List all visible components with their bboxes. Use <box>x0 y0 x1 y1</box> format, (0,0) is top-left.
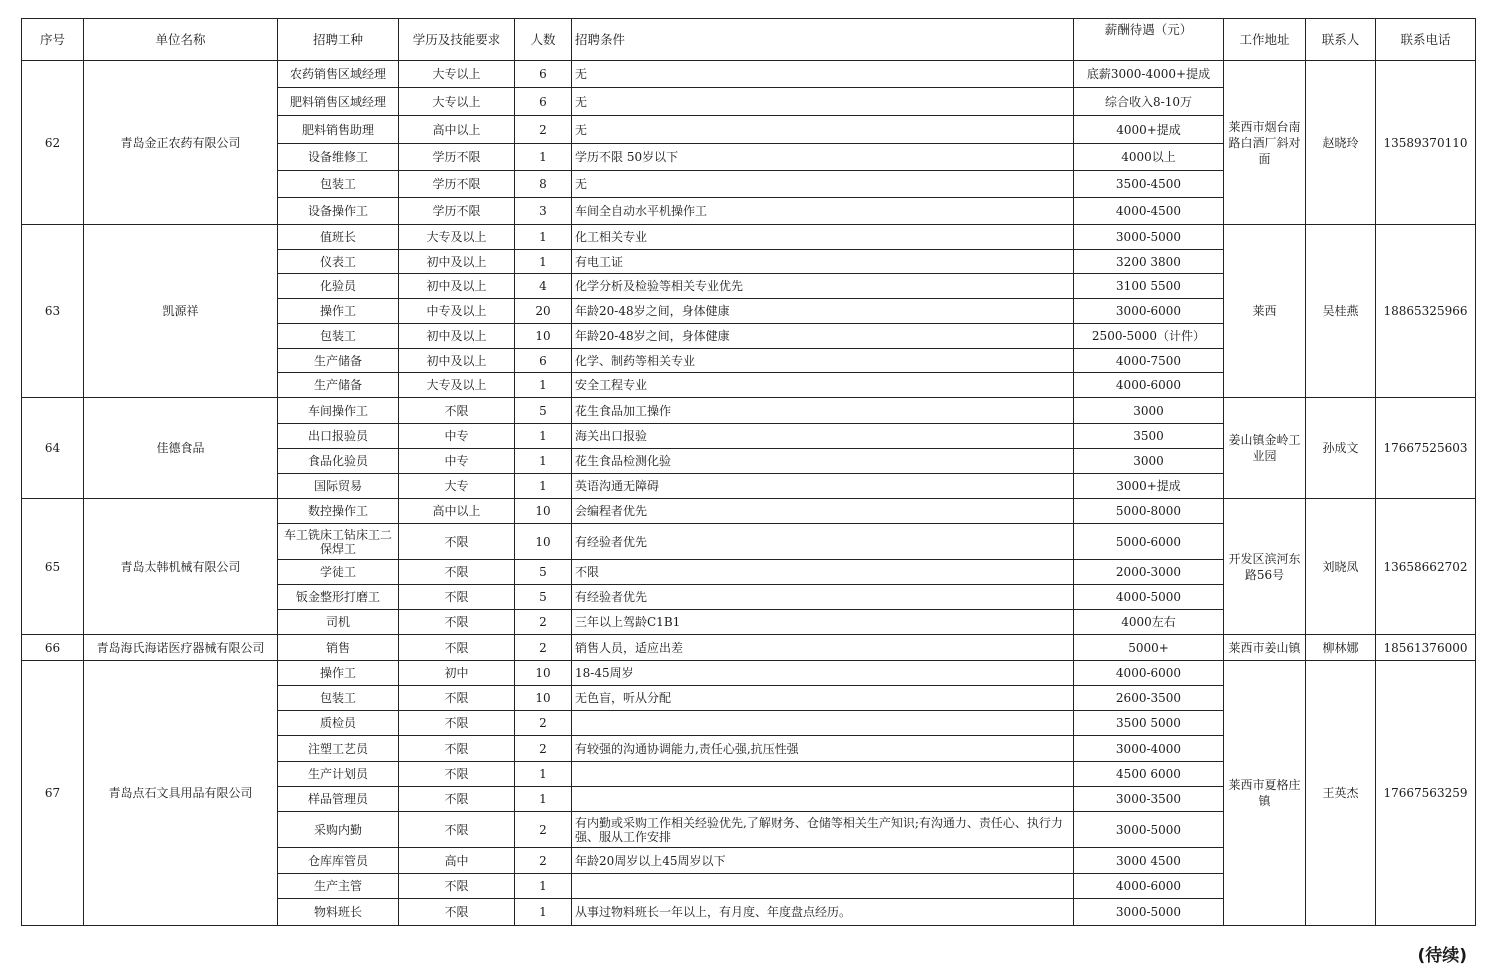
job-conditions: 无色盲，听从分配 <box>572 686 1074 711</box>
job-education: 不限 <box>399 812 515 848</box>
table-header-row <box>22 19 1476 61</box>
job-count: 1 <box>515 449 572 474</box>
job-count: 10 <box>515 499 572 524</box>
job-education: 不限 <box>399 560 515 585</box>
job-count: 1 <box>515 474 572 499</box>
job-title: 采购内勤 <box>278 812 399 848</box>
job-education: 初中 <box>399 661 515 686</box>
job-education: 大专及以上 <box>399 373 515 398</box>
table-row <box>22 499 1476 524</box>
header-contact: 联系人 <box>1306 19 1376 61</box>
company-phone: 13589370110 <box>1376 61 1476 225</box>
job-conditions: 海关出口报验 <box>572 424 1074 449</box>
job-salary: 3200 3800 <box>1074 250 1224 274</box>
company-address: 姜山镇金岭工业园 <box>1224 398 1306 499</box>
job-salary: 3500 <box>1074 424 1224 449</box>
job-title: 数控操作工 <box>278 499 399 524</box>
header-education: 学历及技能要求 <box>399 19 515 61</box>
company-contact: 吴桂燕 <box>1306 225 1376 398</box>
job-title: 样品管理员 <box>278 787 399 812</box>
job-count: 6 <box>515 61 572 88</box>
job-title: 操作工 <box>278 661 399 686</box>
job-count: 10 <box>515 324 572 349</box>
job-conditions: 从事过物料班长一年以上，有月度、年度盘点经历。 <box>572 899 1074 926</box>
company-phone: 18561376000 <box>1376 635 1476 661</box>
job-count: 2 <box>515 635 572 661</box>
job-salary: 3000 4500 <box>1074 848 1224 874</box>
job-count: 2 <box>515 812 572 848</box>
job-salary: 4500 6000 <box>1074 762 1224 787</box>
continued-note: (待续) <box>1417 946 1467 966</box>
job-count: 6 <box>515 88 572 116</box>
company-address: 莱西市夏格庄镇 <box>1224 661 1306 926</box>
job-salary: 3000-3500 <box>1074 787 1224 812</box>
job-education: 不限 <box>399 762 515 787</box>
table-row <box>22 398 1476 424</box>
job-education: 不限 <box>399 787 515 812</box>
company-name: 青岛太韩机械有限公司 <box>84 499 278 635</box>
job-conditions: 英语沟通无障碍 <box>572 474 1074 499</box>
job-salary: 5000-8000 <box>1074 499 1224 524</box>
job-conditions: 有内勤或采购工作相关经验优先,了解财务、仓储等相关生产知识;有沟通力、责任心、执行力强、服从工作安排 <box>572 812 1074 848</box>
job-count: 2 <box>515 848 572 874</box>
job-count: 2 <box>515 610 572 635</box>
table-body <box>22 61 1476 926</box>
job-title: 车间操作工 <box>278 398 399 424</box>
job-count: 20 <box>515 299 572 324</box>
company-phone: 13658662702 <box>1376 499 1476 635</box>
job-count: 5 <box>515 398 572 424</box>
job-salary: 5000+ <box>1074 635 1224 661</box>
job-education: 大专以上 <box>399 88 515 116</box>
job-conditions <box>572 787 1074 812</box>
company-phone: 17667563259 <box>1376 661 1476 926</box>
job-title: 钣金整形打磨工 <box>278 585 399 610</box>
job-title: 仪表工 <box>278 250 399 274</box>
company-no: 62 <box>22 61 84 225</box>
table-row <box>22 61 1476 88</box>
job-conditions: 花生食品检测化验 <box>572 449 1074 474</box>
job-conditions: 有较强的沟通协调能力,责任心强,抗压性强 <box>572 736 1074 762</box>
company-address: 莱西市姜山镇 <box>1224 635 1306 661</box>
job-education: 大专 <box>399 474 515 499</box>
job-conditions: 化工相关专业 <box>572 225 1074 250</box>
job-education: 大专以上 <box>399 61 515 88</box>
job-salary: 3000-5000 <box>1074 899 1224 926</box>
job-count: 6 <box>515 349 572 373</box>
job-count: 3 <box>515 198 572 225</box>
company-name: 佳德食品 <box>84 398 278 499</box>
job-education: 中专 <box>399 424 515 449</box>
job-salary: 4000-4500 <box>1074 198 1224 225</box>
job-title: 包装工 <box>278 171 399 198</box>
job-education: 不限 <box>399 610 515 635</box>
company-address: 莱西 <box>1224 225 1306 398</box>
job-conditions <box>572 762 1074 787</box>
job-salary: 5000-6000 <box>1074 524 1224 560</box>
company-name: 青岛点石文具用品有限公司 <box>84 661 278 926</box>
job-salary: 3000 <box>1074 398 1224 424</box>
job-education: 初中及以上 <box>399 349 515 373</box>
job-conditions: 三年以上驾龄C1B1 <box>572 610 1074 635</box>
job-conditions: 销售人员，适应出差 <box>572 635 1074 661</box>
job-education: 高中 <box>399 848 515 874</box>
job-title: 生产计划员 <box>278 762 399 787</box>
job-count: 2 <box>515 711 572 736</box>
job-title: 注塑工艺员 <box>278 736 399 762</box>
header-salary: 薪酬待遇（元） <box>1074 19 1224 61</box>
header-job-title: 招聘工种 <box>278 19 399 61</box>
job-count: 1 <box>515 250 572 274</box>
table-row <box>22 661 1476 686</box>
job-title: 销售 <box>278 635 399 661</box>
job-conditions: 有经验者优先 <box>572 585 1074 610</box>
job-conditions: 学历不限 50岁以下 <box>572 144 1074 171</box>
job-title: 肥料销售区域经理 <box>278 88 399 116</box>
job-education: 大专及以上 <box>399 225 515 250</box>
company-contact: 王英杰 <box>1306 661 1376 926</box>
job-title: 国际贸易 <box>278 474 399 499</box>
job-conditions: 无 <box>572 61 1074 88</box>
company-contact: 赵晓玲 <box>1306 61 1376 225</box>
job-education: 初中及以上 <box>399 324 515 349</box>
job-title: 操作工 <box>278 299 399 324</box>
header-address: 工作地址 <box>1224 19 1306 61</box>
job-salary: 3000-4000 <box>1074 736 1224 762</box>
job-conditions: 有经验者优先 <box>572 524 1074 560</box>
job-count: 5 <box>515 560 572 585</box>
job-title: 司机 <box>278 610 399 635</box>
job-title: 包装工 <box>278 324 399 349</box>
job-education: 中专及以上 <box>399 299 515 324</box>
job-salary: 2500-5000（计件） <box>1074 324 1224 349</box>
job-salary: 3100 5500 <box>1074 274 1224 299</box>
job-count: 1 <box>515 787 572 812</box>
job-education: 初中及以上 <box>399 250 515 274</box>
job-title: 生产储备 <box>278 349 399 373</box>
job-education: 高中以上 <box>399 116 515 144</box>
job-salary: 4000以上 <box>1074 144 1224 171</box>
job-count: 1 <box>515 225 572 250</box>
job-conditions: 车间全自动水平机操作工 <box>572 198 1074 225</box>
job-education: 学历不限 <box>399 171 515 198</box>
job-education: 不限 <box>399 736 515 762</box>
job-count: 5 <box>515 585 572 610</box>
company-name: 青岛金正农药有限公司 <box>84 61 278 225</box>
job-title: 肥料销售助理 <box>278 116 399 144</box>
company-name: 青岛海氏海诺医疗器械有限公司 <box>84 635 278 661</box>
job-education: 不限 <box>399 711 515 736</box>
job-conditions <box>572 874 1074 899</box>
job-salary: 2000-3000 <box>1074 560 1224 585</box>
job-conditions: 18-45周岁 <box>572 661 1074 686</box>
job-salary: 4000左右 <box>1074 610 1224 635</box>
job-education: 学历不限 <box>399 198 515 225</box>
company-no: 67 <box>22 661 84 926</box>
job-salary: 3000+提成 <box>1074 474 1224 499</box>
job-conditions: 无 <box>572 88 1074 116</box>
table-row <box>22 635 1476 661</box>
job-count: 1 <box>515 424 572 449</box>
company-phone: 17667525603 <box>1376 398 1476 499</box>
job-title: 物料班长 <box>278 899 399 926</box>
job-education: 初中及以上 <box>399 274 515 299</box>
header-count: 人数 <box>515 19 572 61</box>
job-education: 不限 <box>399 899 515 926</box>
job-count: 1 <box>515 144 572 171</box>
recruitment-table <box>21 18 1476 926</box>
job-conditions: 不限 <box>572 560 1074 585</box>
job-title: 设备维修工 <box>278 144 399 171</box>
job-conditions: 化学分析及检验等相关专业优先 <box>572 274 1074 299</box>
company-no: 66 <box>22 635 84 661</box>
job-count: 1 <box>515 874 572 899</box>
job-title: 值班长 <box>278 225 399 250</box>
job-count: 10 <box>515 661 572 686</box>
job-education: 学历不限 <box>399 144 515 171</box>
job-count: 4 <box>515 274 572 299</box>
job-count: 10 <box>515 524 572 560</box>
job-title: 设备操作工 <box>278 198 399 225</box>
job-salary: 3500 5000 <box>1074 711 1224 736</box>
job-conditions: 有电工证 <box>572 250 1074 274</box>
job-salary: 3000-5000 <box>1074 225 1224 250</box>
job-education: 不限 <box>399 635 515 661</box>
company-no: 64 <box>22 398 84 499</box>
job-salary: 3500-4500 <box>1074 171 1224 198</box>
job-education: 不限 <box>399 398 515 424</box>
job-conditions: 化学、制药等相关专业 <box>572 349 1074 373</box>
job-education: 不限 <box>399 874 515 899</box>
job-salary: 4000+提成 <box>1074 116 1224 144</box>
header-no: 序号 <box>22 19 84 61</box>
job-education: 不限 <box>399 585 515 610</box>
job-count: 2 <box>515 736 572 762</box>
job-title: 学徒工 <box>278 560 399 585</box>
job-salary: 4000-5000 <box>1074 585 1224 610</box>
job-title: 生产储备 <box>278 373 399 398</box>
job-title: 仓库库管员 <box>278 848 399 874</box>
job-conditions: 年龄20-48岁之间，身体健康 <box>572 299 1074 324</box>
job-education: 不限 <box>399 524 515 560</box>
job-title: 化验员 <box>278 274 399 299</box>
company-address: 开发区滨河东路56号 <box>1224 499 1306 635</box>
job-salary: 4000-6000 <box>1074 661 1224 686</box>
company-address: 莱西市烟台南路白酒厂斜对面 <box>1224 61 1306 225</box>
header-phone: 联系电话 <box>1376 19 1476 61</box>
job-count: 1 <box>515 373 572 398</box>
job-conditions: 花生食品加工操作 <box>572 398 1074 424</box>
job-conditions: 无 <box>572 171 1074 198</box>
job-title: 生产主管 <box>278 874 399 899</box>
job-salary: 4000-7500 <box>1074 349 1224 373</box>
job-count: 1 <box>515 762 572 787</box>
job-salary: 2600-3500 <box>1074 686 1224 711</box>
job-conditions: 会编程者优先 <box>572 499 1074 524</box>
job-salary: 综合收入8-10万 <box>1074 88 1224 116</box>
company-no: 63 <box>22 225 84 398</box>
job-conditions: 安全工程专业 <box>572 373 1074 398</box>
job-conditions: 年龄20-48岁之间，身体健康 <box>572 324 1074 349</box>
table-row <box>22 225 1476 250</box>
job-salary: 4000-6000 <box>1074 874 1224 899</box>
company-name: 凯源祥 <box>84 225 278 398</box>
job-count: 8 <box>515 171 572 198</box>
company-contact: 刘晓凤 <box>1306 499 1376 635</box>
job-title: 出口报验员 <box>278 424 399 449</box>
company-no: 65 <box>22 499 84 635</box>
header-conditions: 招聘条件 <box>572 19 1074 61</box>
job-salary: 底薪3000-4000+提成 <box>1074 61 1224 88</box>
company-contact: 孙成文 <box>1306 398 1376 499</box>
job-title: 包装工 <box>278 686 399 711</box>
job-title: 农药销售区域经理 <box>278 61 399 88</box>
job-title: 食品化验员 <box>278 449 399 474</box>
job-salary: 3000-5000 <box>1074 812 1224 848</box>
company-contact: 柳林娜 <box>1306 635 1376 661</box>
job-title: 车工铣床工钻床工二保焊工 <box>278 524 399 560</box>
header-company: 单位名称 <box>84 19 278 61</box>
job-conditions: 年龄20周岁以上45周岁以下 <box>572 848 1074 874</box>
job-education: 不限 <box>399 686 515 711</box>
job-salary: 4000-6000 <box>1074 373 1224 398</box>
company-phone: 18865325966 <box>1376 225 1476 398</box>
job-count: 10 <box>515 686 572 711</box>
job-count: 1 <box>515 899 572 926</box>
job-conditions <box>572 711 1074 736</box>
job-count: 2 <box>515 116 572 144</box>
job-conditions: 无 <box>572 116 1074 144</box>
job-salary: 3000 <box>1074 449 1224 474</box>
job-education: 中专 <box>399 449 515 474</box>
job-title: 质检员 <box>278 711 399 736</box>
job-salary: 3000-6000 <box>1074 299 1224 324</box>
job-education: 高中以上 <box>399 499 515 524</box>
